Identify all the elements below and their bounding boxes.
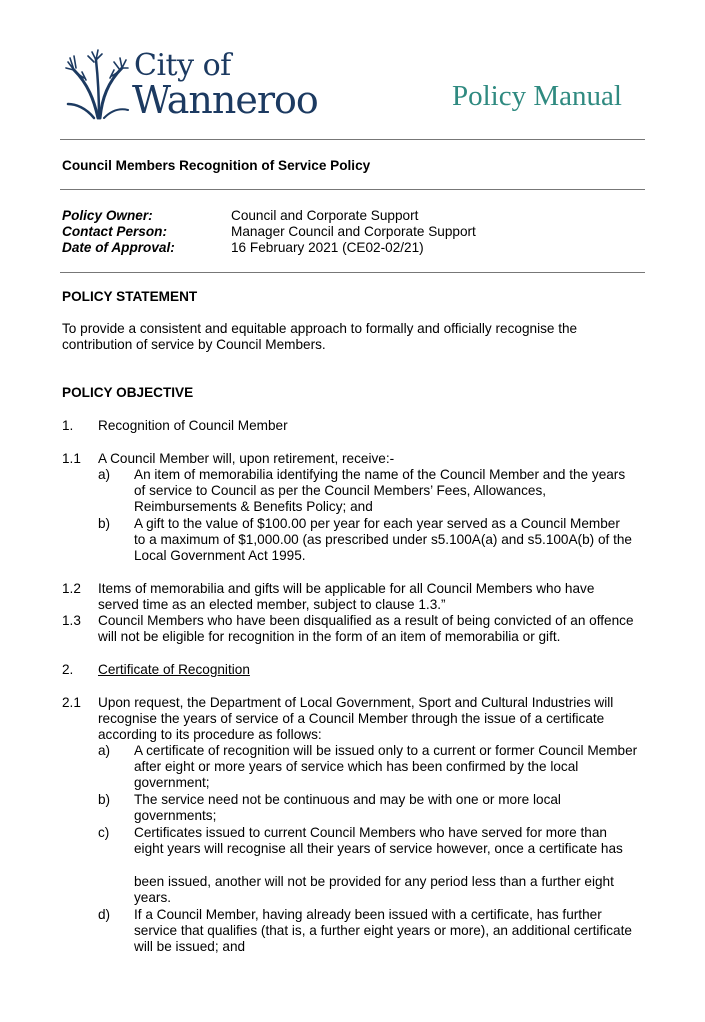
- date-of-approval-value: 16 February 2021 (CE02-02/21): [231, 240, 424, 255]
- header-divider: [60, 139, 645, 140]
- section-title-recognition: Recognition of Council Member: [98, 418, 288, 433]
- contact-person-label: Contact Person:: [62, 224, 167, 239]
- item-text-line: Certificates issued to current Council Members who have served for more than: [134, 825, 607, 840]
- item-text-line: been issued, another will not be provided for any period less than a further eight: [134, 874, 614, 889]
- item-text-line: years.: [134, 890, 172, 905]
- title-divider: [60, 189, 645, 190]
- item-text-line: An item of memorabilia identifying the name of the Council Member and the years: [134, 467, 626, 482]
- item-text-line: eight years will recognise all their years of service however, once a certificate has: [134, 841, 623, 856]
- meta-divider: [60, 272, 645, 273]
- policy-title: Council Members Recognition of Service Policy: [62, 158, 371, 173]
- clause-text-line: recognise the years of service of a Council Member through the issue of a certificate: [98, 711, 605, 726]
- item-letter: d): [98, 907, 111, 922]
- item-text-line: A gift to the value of $100.00 per year for each year served as a Council Member: [134, 516, 620, 531]
- item-text-line: after eight or more years of service which has been confirmed by the local: [134, 759, 579, 774]
- logo-text-city-of: City of: [134, 48, 231, 83]
- contact-person-value: Manager Council and Corporate Support: [231, 224, 476, 239]
- clause-text-line: Items of memorabilia and gifts will be applicable for all Council Members who have: [98, 581, 595, 596]
- item-letter: c): [98, 825, 110, 840]
- date-of-approval-label: Date of Approval:: [62, 240, 175, 255]
- item-text-line: will be issued; and: [134, 939, 246, 954]
- clause-text-line: Upon request, the Department of Local Government, Sport and Cultural Industries will: [98, 695, 614, 710]
- item-letter: a): [98, 743, 111, 758]
- policy-statement-heading: POLICY STATEMENT: [62, 289, 198, 304]
- item-text-line: A certificate of recognition will be issued only to a current or former Council Member: [134, 743, 638, 758]
- item-text-line: If a Council Member, having already been issued with a certificate, has further: [134, 907, 602, 922]
- item-text-line: governments;: [134, 808, 217, 823]
- item-text-line: of service to Council as per the Council Members’ Fees, Allowances,: [134, 483, 547, 498]
- clause-text-line: Council Members who have been disqualified as a result of being convicted of an offence: [98, 613, 634, 628]
- logo-text-wanneroo: Wanneroo: [132, 78, 318, 122]
- section-number: 2.: [62, 662, 74, 677]
- item-letter: b): [98, 516, 111, 531]
- section-title-certificate: Certificate of Recognition: [98, 662, 250, 677]
- clause-number: 1.1: [62, 451, 81, 466]
- item-text-line: Reimbursements & Benefits Policy; and: [134, 499, 373, 514]
- clause-text-line: served time as an elected member, subject to clause 1.3.”: [98, 597, 446, 612]
- policy-objective-heading: POLICY OBJECTIVE: [62, 385, 194, 400]
- clause-text-line: according to its procedure as follows:: [98, 727, 322, 742]
- policy-owner-label: Policy Owner:: [62, 208, 153, 223]
- item-text-line: government;: [134, 775, 210, 790]
- item-text-line: The service need not be continuous and may be with one or more local: [134, 792, 561, 807]
- clause-number: 1.2: [62, 581, 81, 596]
- clause-text: A Council Member will, upon retirement, receive:-: [98, 451, 395, 466]
- kangaroo-paw-emblem-icon: [64, 48, 130, 120]
- city-of-wanneroo-logo: [64, 48, 334, 123]
- item-text-line: to a maximum of $1,000.00 (as prescribed under s5.100A(a) and s5.100A(b) of the: [134, 532, 632, 547]
- policy-statement-line: To provide a consistent and equitable approach to formally and officially recognise the: [62, 321, 578, 336]
- section-number: 1.: [62, 418, 74, 433]
- item-letter: b): [98, 792, 111, 807]
- clause-number: 1.3: [62, 613, 81, 628]
- item-text-line: service that qualifies (that is, a further eight years or more), an additional certificate: [134, 923, 632, 938]
- policy-statement-line: contribution of service by Council Members.: [62, 337, 326, 352]
- clause-text-line: will not be eligible for recognition in the form of an item of memorabilia or gift.: [98, 629, 561, 644]
- policy-manual-title: Policy Manual: [452, 80, 622, 112]
- item-text-line: Local Government Act 1995.: [134, 548, 306, 563]
- clause-number: 2.1: [62, 695, 81, 710]
- item-letter: a): [98, 467, 111, 482]
- policy-owner-value: Council and Corporate Support: [231, 208, 419, 223]
